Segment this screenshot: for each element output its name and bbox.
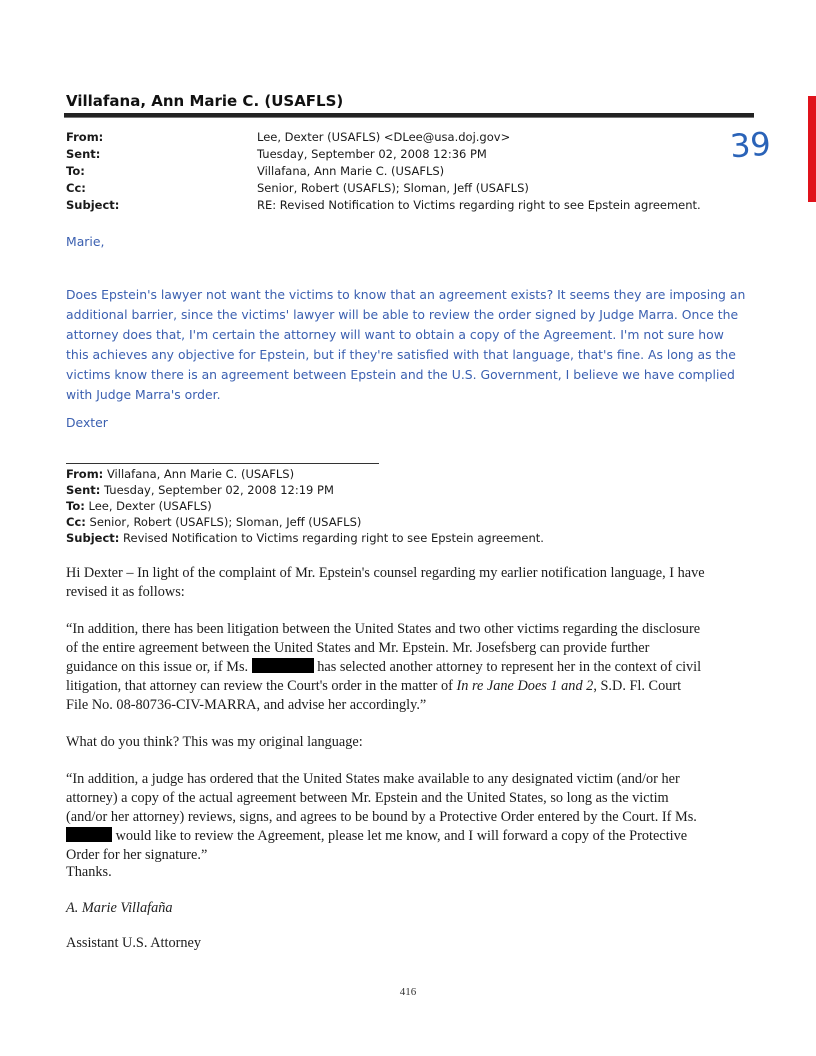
red-edge-tab bbox=[808, 96, 816, 202]
header-subject-row bbox=[66, 198, 756, 215]
body-text: , S.D. Fl. Court bbox=[593, 678, 682, 694]
header-to-row bbox=[66, 164, 756, 181]
fwd-subject-label: Subject: bbox=[66, 531, 120, 545]
reply-line: attorney does that, I'm certain the attorney will want to obtain a copy of the Agreement. I'm not sure how bbox=[66, 327, 724, 342]
body-text: guidance on this issue or, if Ms. bbox=[66, 659, 249, 675]
body-line: attorney) a copy of the actual agreement between Mr. Epstein and the United States, so long as the victim bbox=[66, 790, 669, 806]
fwd-to-label: To: bbox=[66, 499, 85, 513]
reply-greeting: Marie, bbox=[66, 234, 105, 249]
header-from-value: Lee, Dexter (USAFLS) <DLee@usa.doj.gov> bbox=[257, 130, 511, 144]
header-cc-label: Cc: bbox=[66, 181, 86, 195]
header-from-row bbox=[66, 130, 756, 147]
fwd-cc-row bbox=[66, 515, 361, 531]
redaction-box bbox=[252, 658, 314, 673]
fwd-from-value: Villafana, Ann Marie C. (USAFLS) bbox=[106, 467, 295, 481]
header-subject-label: Subject: bbox=[66, 198, 120, 212]
body-line: File No. 08-80736-CIV-MARRA, and advise her accordingly.” bbox=[66, 697, 427, 713]
signature-title: Assistant U.S. Attorney bbox=[66, 935, 202, 951]
body-text: has selected another attorney to represent her in the context of civil bbox=[317, 659, 702, 675]
reply-line: victims know there is an agreement between Epstein and the U.S. Government, I believe we have complied bbox=[66, 367, 735, 382]
title-rule-thin bbox=[64, 117, 754, 118]
page-number: 416 bbox=[399, 986, 417, 998]
body-line: (and/or her attorney) reviews, signs, and agrees to be bound by a Protective Order entered by the Court. If Ms. bbox=[66, 809, 697, 825]
fwd-sent-row bbox=[66, 483, 334, 499]
body-line: of the entire agreement between the United States and Mr. Epstein. Mr. Josefsberg can provide further bbox=[66, 640, 650, 656]
body-text: would like to review the Agreement, please let me know, and I will forward a copy of the Protective bbox=[112, 828, 688, 844]
body-line: “In addition, a judge has ordered that the United States make available to any designated victim (and/or her bbox=[66, 771, 680, 787]
body-line bbox=[66, 658, 756, 677]
fwd-from-label: From: bbox=[66, 467, 104, 481]
reply-line: additional barrier, since the victims' lawyer will be able to review the order signed by Judge Marra. Once the bbox=[66, 307, 739, 322]
header-cc-row bbox=[66, 181, 756, 198]
header-to-label: To: bbox=[66, 164, 85, 178]
header-cc-value: Senior, Robert (USAFLS); Sloman, Jeff (USAFLS) bbox=[257, 181, 529, 195]
case-name: In re Jane Does 1 and 2 bbox=[456, 678, 594, 694]
original-quote bbox=[66, 770, 756, 865]
header-sent-value: Tuesday, September 02, 2008 12:36 PM bbox=[257, 147, 487, 161]
header-sent-row bbox=[66, 147, 756, 164]
reply-body bbox=[66, 285, 756, 405]
body-line bbox=[66, 677, 756, 696]
question-line: What do you think? This was my original language: bbox=[66, 734, 363, 750]
fwd-from-row bbox=[66, 467, 294, 483]
redaction-box bbox=[66, 827, 112, 842]
header-to-value: Villafana, Ann Marie C. (USAFLS) bbox=[257, 164, 445, 178]
revised-quote bbox=[66, 620, 756, 715]
header-subject-value: RE: Revised Notification to Victims regarding right to see Epstein agreement. bbox=[257, 198, 701, 212]
fwd-cc-label: Cc: bbox=[66, 515, 86, 529]
reply-line: this achieves any objective for Epstein, but if they're satisfied with that language, that's fine. As long as the bbox=[66, 347, 736, 362]
document-title: Villafana, Ann Marie C. (USAFLS) bbox=[66, 92, 344, 110]
body-text: litigation, that attorney can review the Court's order in the matter of bbox=[66, 678, 457, 694]
reply-line: with Judge Marra's order. bbox=[66, 387, 221, 402]
thanks-line: Thanks. bbox=[66, 864, 112, 880]
header-sent-label: Sent: bbox=[66, 147, 101, 161]
body-intro bbox=[66, 564, 756, 602]
fwd-sent-value: Tuesday, September 02, 2008 12:19 PM bbox=[104, 483, 334, 497]
handwritten-number: 39 bbox=[728, 124, 772, 166]
body-line: revised it as follows: bbox=[66, 584, 185, 600]
reply-signoff: Dexter bbox=[66, 415, 108, 430]
fwd-cc-value: Senior, Robert (USAFLS); Sloman, Jeff (USAFLS) bbox=[89, 515, 362, 529]
header-from-label: From: bbox=[66, 130, 104, 144]
fwd-to-row bbox=[66, 499, 212, 515]
signature-name: A. Marie Villafaña bbox=[66, 900, 173, 916]
body-line: Order for her signature.” bbox=[66, 847, 208, 863]
forwarded-rule bbox=[66, 463, 379, 464]
fwd-subject-row bbox=[66, 531, 544, 547]
fwd-subject-value: Revised Notification to Victims regarding right to see Epstein agreement. bbox=[123, 531, 544, 545]
body-line bbox=[66, 827, 756, 846]
body-line: “In addition, there has been litigation between the United States and two other victims regarding the disclosure bbox=[66, 621, 701, 637]
fwd-sent-label: Sent: bbox=[66, 483, 101, 497]
fwd-to-value: Lee, Dexter (USAFLS) bbox=[88, 499, 212, 513]
body-line: Hi Dexter – In light of the complaint of Mr. Epstein's counsel regarding my earlier notification language, I have bbox=[66, 565, 705, 581]
reply-line: Does Epstein's lawyer not want the victims to know that an agreement exists? It seems they are imposing an bbox=[66, 287, 746, 302]
